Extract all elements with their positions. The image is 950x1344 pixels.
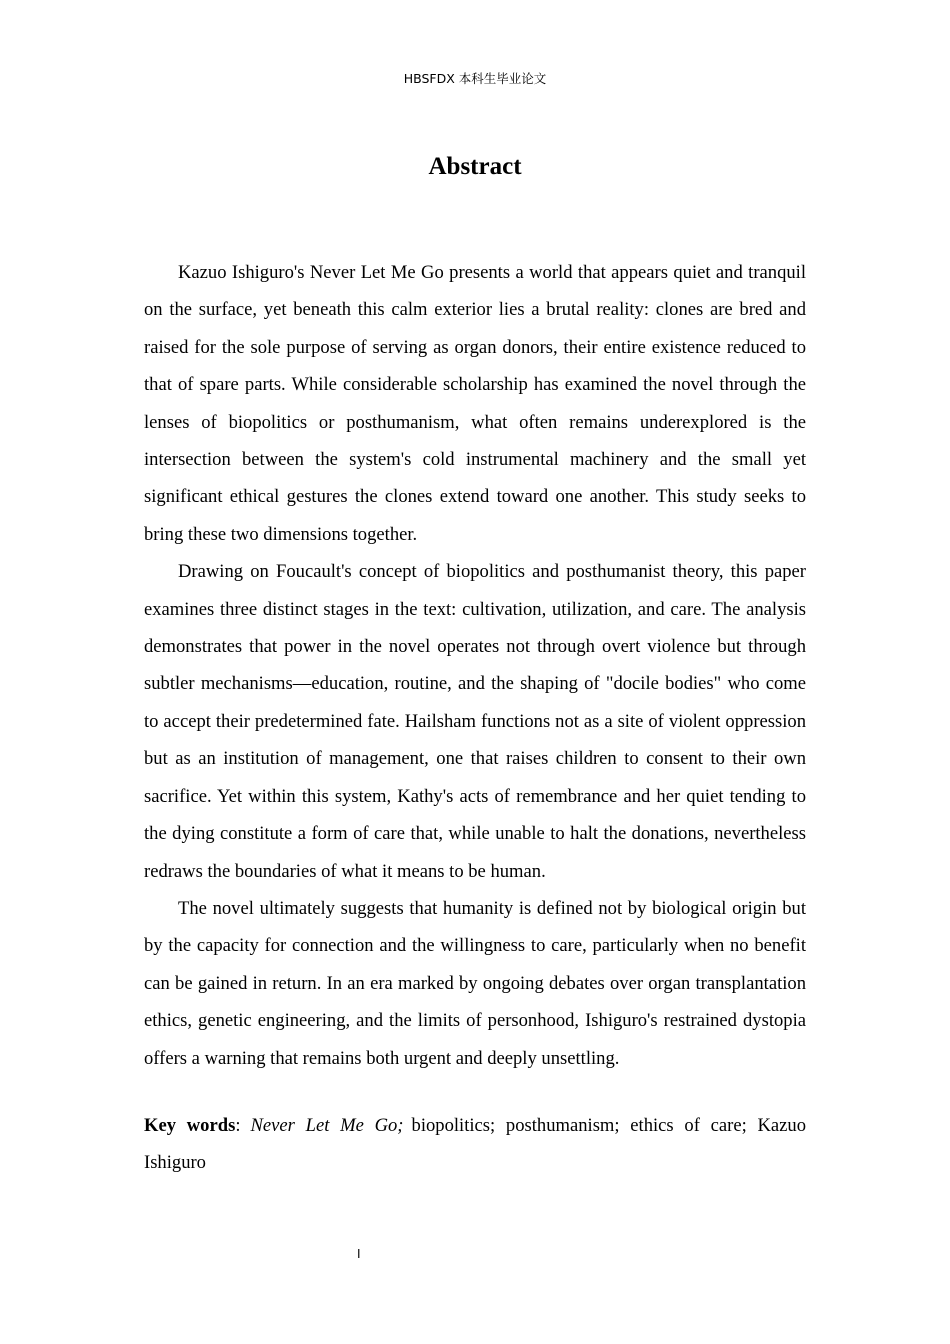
abstract-body <box>144 254 806 1077</box>
keywords-separator: : <box>235 1115 241 1136</box>
page-header: HBSFDX 本科生毕业论文 <box>403 71 547 86</box>
page-number: I <box>357 1247 361 1261</box>
keywords-novel-title: Never Let Me Go; <box>250 1115 404 1136</box>
abstract-paragraph-3: The novel ultimately suggests that humanity is defined not by biological origin but by the capacity for connection and the willingness to care, particularly when no benefit can be gained in return. In an era marked by ongoing debates over organ transplantation ethics, genetic engineering, and the limits of personhood, Ishiguro's restrained dystopia offers a warning that remains both urgent and deeply unsettling. <box>144 897 806 1069</box>
abstract-title: Abstract <box>428 153 522 180</box>
keywords-list: biopolitics; posthumanism; ethics of care; Kazuo Ishiguro <box>144 1115 806 1174</box>
abstract-paragraph-2: Drawing on Foucault's concept of biopolitics and posthumanist theory, this paper examines three distinct stages in the text: cultivation, utilization, and care. The analysis demonstrates that power in the novel operates not through overt violence but through subtler mechanisms—education, routine, and the shaping of "docile bodies" who come to accept their predetermined fate. Hailsham functions not as a site of violent oppression but as an institution of management, one that raises children to consent to their own sacrifice. Yet within this system, Kathy's acts of remembrance and her quiet tending to the dying constitute a form of care that, while unable to halt the donations, nevertheless redraws the boundaries of what it means to be human. <box>144 561 806 882</box>
keywords-label: Key words <box>144 1115 236 1136</box>
abstract-paragraph-1: Kazuo Ishiguro's Never Let Me Go presents a world that appears quiet and tranquil on the surface, yet beneath this calm exterior lies a brutal reality: clones are bred and raised for the sole purpose of serving as organ donors, their entire existence reduced to that of spare parts. While considerable scholarship has examined the novel through the lenses of biopolitics or posthumanism, what often remains underexplored is the intersection between the system's cold instrumental machinery and the small yet significant ethical gestures the clones extend toward one another. This study seeks to bring these two dimensions together. <box>144 262 806 545</box>
keywords-line <box>144 1107 806 1182</box>
